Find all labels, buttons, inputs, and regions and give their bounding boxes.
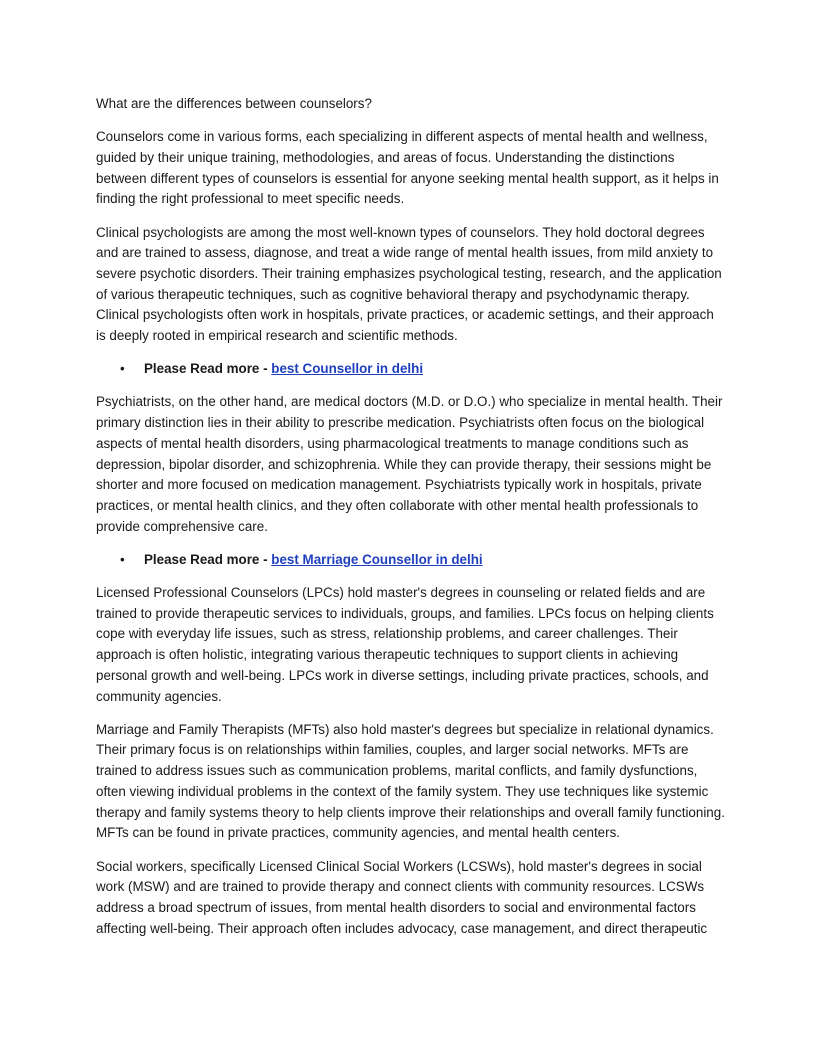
read-more-list [96,550,726,571]
best-counsellor-link[interactable]: best Counsellor in delhi [271,361,424,377]
paragraph-lpcs: Licensed Professional Counselors (LPCs) hold master's degrees in counseling or related fields and are trained to provide therapeutic services to individuals, groups, and families. LPCs focus on helping clients cope with everyday life issues, such as stress, relationship problems, and career challenges. Their approach is often holistic, integrating various therapeutic techniques to support clients in achieving personal growth and well-being. LPCs work in diverse settings, including private practices, schools, and community agencies. [96,585,714,704]
paragraph-clinical-psychologists: Clinical psychologists are among the most well-known types of counselors. They hold doctoral degrees and are trained to assess, diagnose, and treat a wide range of mental health issues, from mild anxiety to severe psychotic disorders. Their training emphasizes psychological testing, research, and the application of various therapeutic techniques, such as cognitive behavioral therapy and psychodynamic therapy. Clinical psychologists often work in hospitals, private practices, or academic settings, and their approach is deeply rooted in empirical research and scientific methods. [96,224,722,344]
read-more-item [96,550,726,571]
paragraph-intro: Counselors come in various forms, each specializing in different aspects of mental health and wellness, guided by their unique training, methodologies, and areas of focus. Understanding the distinctions between different types of counselors is essential for anyone seeking mental health support, as it helps in finding the right professional to meet specific needs. [96,129,719,207]
paragraph-psychiatrists: Psychiatrists, on the other hand, are medical doctors (M.D. or D.O.) who specialize in mental health. Their primary distinction lies in their ability to prescribe medication. Psychiatrists often focus on the biological aspects of mental health disorders, using pharmacological treatments to manage conditions such as depression, bipolar disorder, and schizophrenia. While they can provide therapy, their sessions might be shorter and more focused on medication management. Psychiatrists typically work in hospitals, private practices, or mental health clinics, and they often collaborate with other mental health professionals to provide comprehensive care. [96,394,723,534]
read-more-prefix: Please Read more - [144,361,272,377]
bullet-icon: • [120,361,125,377]
paragraph-social-workers: Social workers, specifically Licensed Clinical Social Workers (LCSWs), hold master's degrees in social work (MSW) and are trained to provide therapy and connect clients with community resources. LCSWs address a broad spectrum of issues, from mental health disorders to social and environmental factors affecting well-being. Their approach often includes advocacy, case management, and direct therapeutic [96,858,708,936]
bullet-icon: • [120,551,125,567]
read-more-prefix: Please Read more - [144,551,272,567]
read-more-list [96,359,726,380]
document-page [96,94,726,952]
document-heading: What are the differences between counselors? [96,96,372,111]
best-marriage-counsellor-link[interactable]: best Marriage Counsellor in delhi [271,551,483,567]
read-more-item [96,359,726,380]
paragraph-mfts: Marriage and Family Therapists (MFTs) also hold master's degrees but specialize in relational dynamics. Their primary focus is on relationships within families, couples, and larger social networks. MFTs are trained to address issues such as communication problems, marital conflicts, and family dysfunctions, often viewing individual problems in the context of the family system. They use techniques like systemic therapy and family systems theory to help clients improve their relationships and overall family functioning. MFTs can be found in private practices, community agencies, and mental health centers. [96,721,725,841]
